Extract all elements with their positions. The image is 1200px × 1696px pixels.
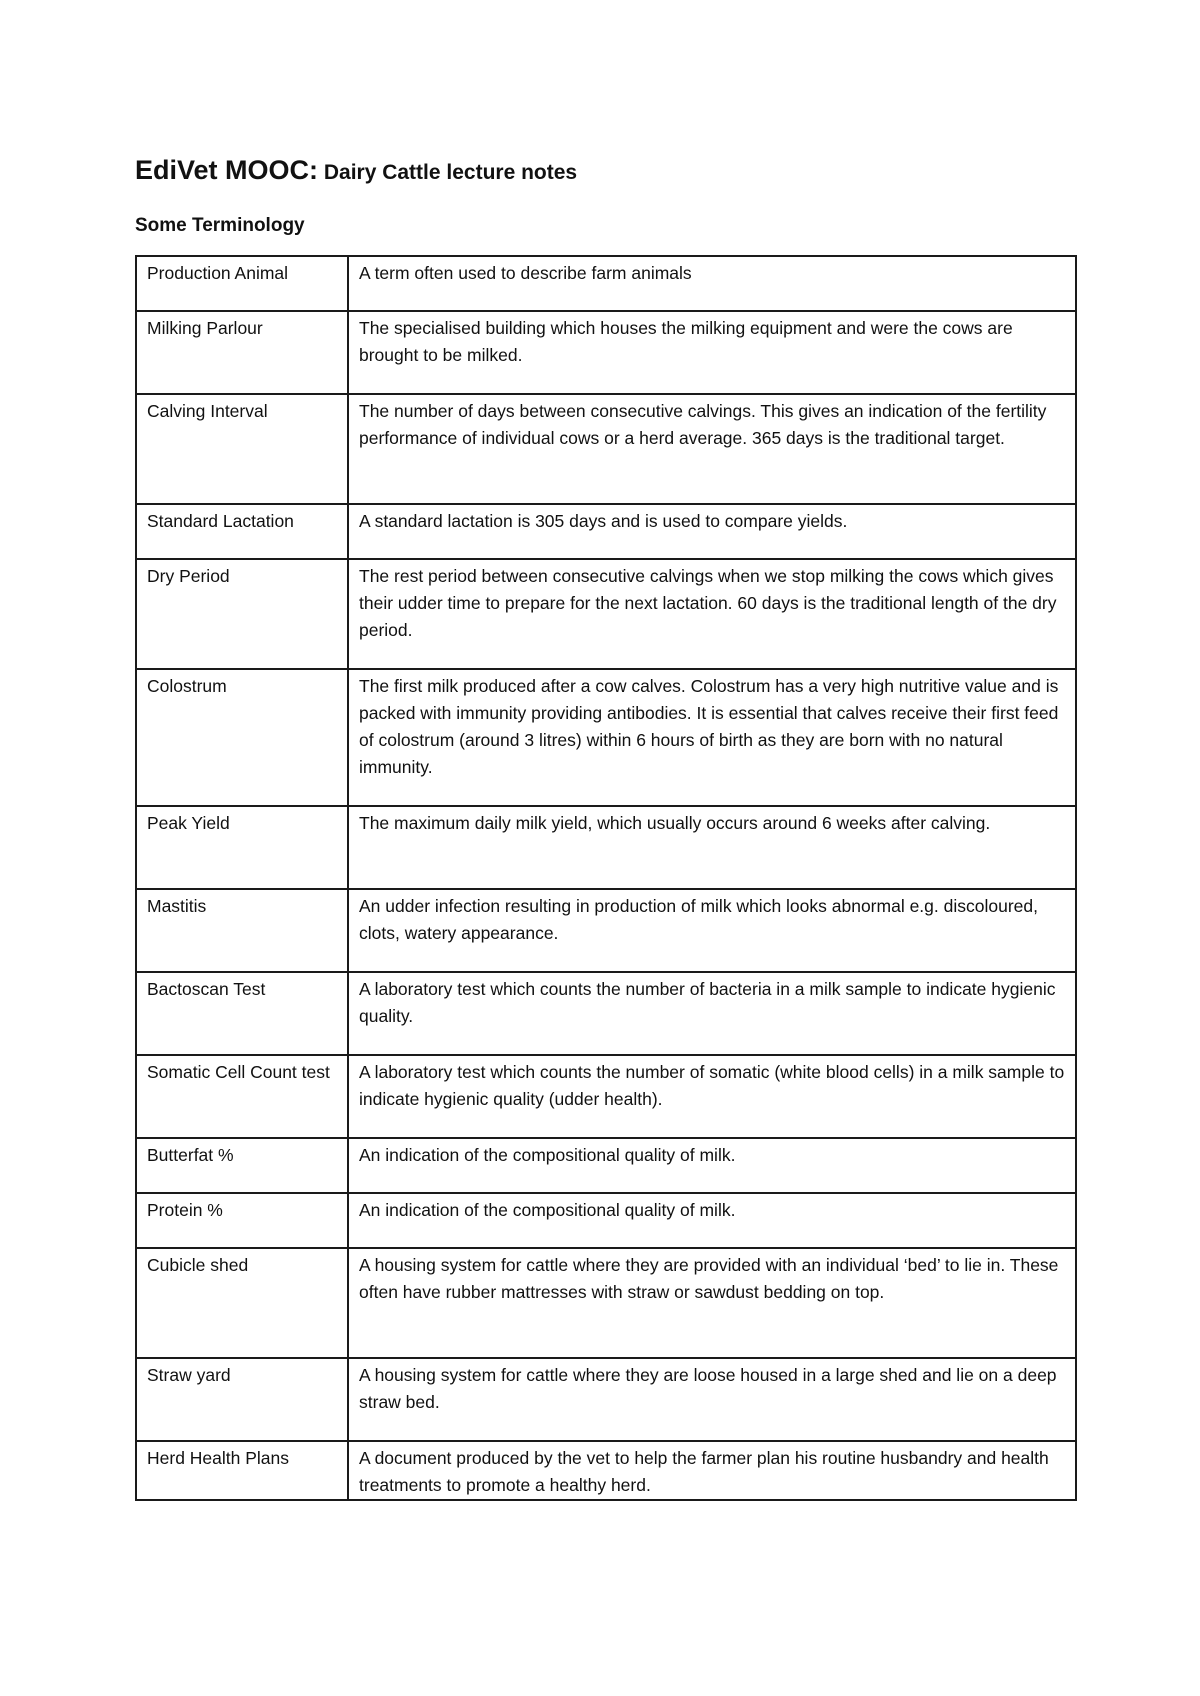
table-row (136, 972, 1076, 1055)
document-title (135, 150, 1075, 193)
term-cell: Butterfat % (136, 1138, 348, 1193)
definition-cell: The rest period between consecutive calvings when we stop milking the cows which gives their udder time to prepare for the next lactation. 60 days is the traditional length of the dry period. (348, 559, 1076, 669)
table-row (136, 669, 1076, 806)
definition-cell: The specialised building which houses the milking equipment and were the cows are brought to be milked. (348, 311, 1076, 394)
term-cell: Mastitis (136, 889, 348, 972)
definition-cell: The number of days between consecutive calvings. This gives an indication of the fertility performance of individual cows or a herd average. 365 days is the traditional target. (348, 394, 1076, 504)
definition-cell: A housing system for cattle where they are loose housed in a large shed and lie on a deep straw bed. (348, 1358, 1076, 1441)
title-main: EdiVet MOOC: (135, 155, 319, 185)
definition-cell: The first milk produced after a cow calves. Colostrum has a very high nutritive value and is packed with immunity providing antibodies. It is essential that calves receive their first feed of colostrum (around 3 litres) within 6 hours of birth as they are born with no natural immunity. (348, 669, 1076, 806)
definition-cell: An indication of the compositional quality of milk. (348, 1193, 1076, 1248)
table-row (136, 889, 1076, 972)
table-row (136, 1193, 1076, 1248)
table-row (136, 1055, 1076, 1138)
definition-cell: A laboratory test which counts the number of bacteria in a milk sample to indicate hygienic quality. (348, 972, 1076, 1055)
definition-cell: An udder infection resulting in production of milk which looks abnormal e.g. discoloured, clots, watery appearance. (348, 889, 1076, 972)
table-row (136, 394, 1076, 504)
term-cell: Calving Interval (136, 394, 348, 504)
section-heading: Some Terminology (135, 215, 305, 236)
term-cell: Somatic Cell Count test (136, 1055, 348, 1138)
term-cell: Colostrum (136, 669, 348, 806)
table-row (136, 1138, 1076, 1193)
term-cell: Cubicle shed (136, 1248, 348, 1358)
document-page (135, 150, 1075, 1501)
term-cell: Protein % (136, 1193, 348, 1248)
table-row (136, 256, 1076, 311)
definition-cell: A term often used to describe farm animals (348, 256, 1076, 311)
title-subtitle: Dairy Cattle lecture notes (318, 161, 578, 184)
definition-cell: A laboratory test which counts the number of somatic (white blood cells) in a milk sample to indicate hygienic quality (udder health). (348, 1055, 1076, 1138)
table-row (136, 559, 1076, 669)
table-row (136, 806, 1076, 889)
terminology-table (135, 255, 1077, 1501)
term-cell: Dry Period (136, 559, 348, 669)
table-row (136, 1441, 1076, 1500)
table-row (136, 504, 1076, 559)
table-row (136, 1248, 1076, 1358)
term-cell: Peak Yield (136, 806, 348, 889)
definition-cell: A document produced by the vet to help the farmer plan his routine husbandry and health treatments to promote a healthy herd. (348, 1441, 1076, 1500)
term-cell: Herd Health Plans (136, 1441, 348, 1500)
term-cell: Standard Lactation (136, 504, 348, 559)
table-row (136, 1358, 1076, 1441)
term-cell: Straw yard (136, 1358, 348, 1441)
table-row (136, 311, 1076, 394)
term-cell: Bactoscan Test (136, 972, 348, 1055)
definition-cell: A standard lactation is 305 days and is used to compare yields. (348, 504, 1076, 559)
definition-cell: A housing system for cattle where they are provided with an individual ‘bed’ to lie in. These often have rubber mattresses with straw or sawdust bedding on top. (348, 1248, 1076, 1358)
definition-cell: An indication of the compositional quality of milk. (348, 1138, 1076, 1193)
term-cell: Milking Parlour (136, 311, 348, 394)
definition-cell: The maximum daily milk yield, which usually occurs around 6 weeks after calving. (348, 806, 1076, 889)
term-cell: Production Animal (136, 256, 348, 311)
